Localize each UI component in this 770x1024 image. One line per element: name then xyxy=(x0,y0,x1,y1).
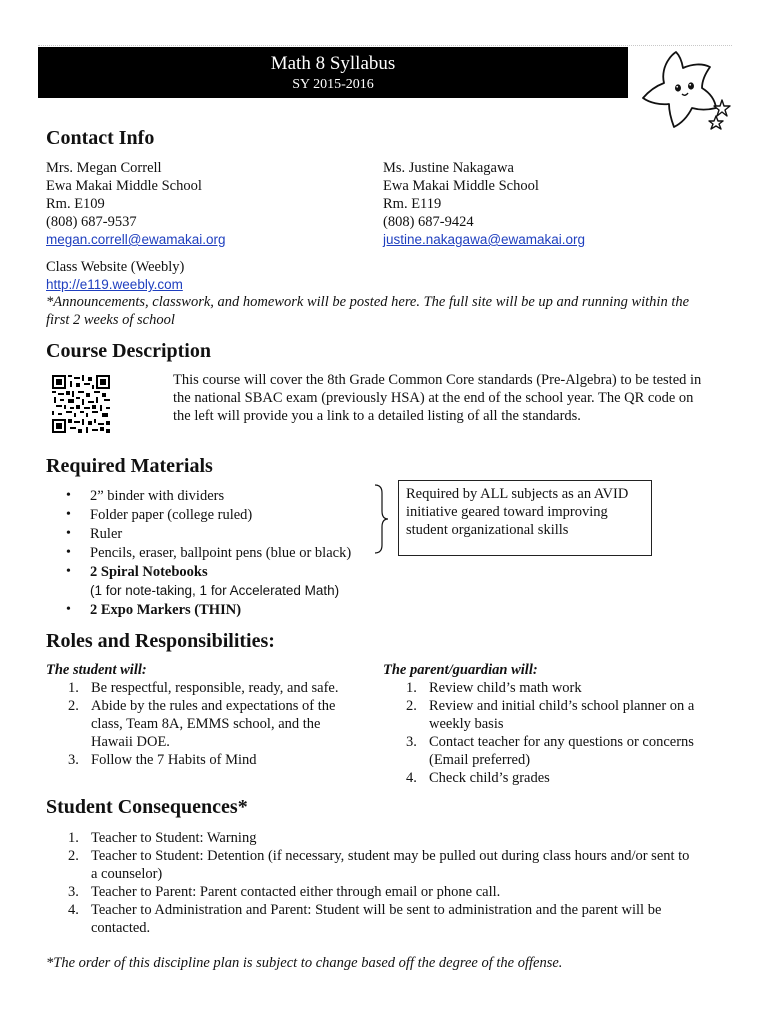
consequences-heading: Student Consequences* xyxy=(46,796,248,818)
required-materials-heading: Required Materials xyxy=(46,455,213,477)
list-number: 2. xyxy=(68,698,79,714)
list-number: 1. xyxy=(406,680,417,696)
material-item: 2” binder with dividers xyxy=(90,488,225,504)
avid-note-line-2: initiative geared toward improving xyxy=(406,504,608,520)
material-item: Ruler xyxy=(90,526,123,542)
consequence-item: Teacher to Administration and Parent: Student will be sent to administration and the parent will be xyxy=(91,902,662,918)
list-number: 2. xyxy=(68,848,79,864)
list-number: 3. xyxy=(68,752,79,768)
bullet-dot: • xyxy=(66,526,71,541)
bullet-dot: • xyxy=(66,564,71,579)
bullet-dot: • xyxy=(66,545,71,560)
school-year: SY 2015-2016 xyxy=(292,77,374,92)
student-will-heading: The student will: xyxy=(46,662,147,678)
teacher-1-name: Mrs. Megan Correll xyxy=(46,160,162,176)
teacher-2-school: Ewa Makai Middle School xyxy=(383,178,539,194)
material-item: Folder paper (college ruled) xyxy=(90,507,253,523)
bullet-dot: • xyxy=(66,507,71,522)
student-item: Be respectful, responsible, ready, and safe. xyxy=(91,680,339,696)
list-number: 4. xyxy=(406,770,417,786)
teacher-1-email-link[interactable]: megan.correll@ewamakai.org xyxy=(46,232,226,247)
consequences-footnote: *The order of this discipline plan is subject to change based off the degree of the offense. xyxy=(46,955,563,971)
course-description-heading: Course Description xyxy=(46,340,211,362)
teacher-1-phone: (808) 687-9537 xyxy=(46,214,137,230)
student-item-cont: class, Team 8A, EMMS school, and the xyxy=(91,716,321,732)
parent-item: Review child’s math work xyxy=(429,680,582,696)
list-number: 4. xyxy=(68,902,79,918)
student-item: Follow the 7 Habits of Mind xyxy=(91,752,257,768)
list-number: 1. xyxy=(68,830,79,846)
list-number: 2. xyxy=(406,698,417,714)
page-title: Math 8 Syllabus xyxy=(270,53,396,74)
course-desc-line-2: the national SBAC exam (previously HSA) at the end of the school year. The QR code on xyxy=(173,390,694,406)
material-item: 2 Spiral Notebooks xyxy=(90,564,208,580)
teacher-1-room: Rm. E109 xyxy=(46,196,105,212)
website-note-line-1: *Announcements, classwork, and homework will be posted here. The full site will be up and running within the xyxy=(46,294,690,310)
course-desc-line-1: This course will cover the 8th Grade Common Core standards (Pre-Algebra) to be tested in xyxy=(173,372,702,388)
material-item: 2 Expo Markers (THIN) xyxy=(90,602,242,618)
avid-note-box xyxy=(398,480,652,556)
consequence-item-cont: a counselor) xyxy=(91,866,163,882)
avid-note-line-3: student organizational skills xyxy=(406,522,569,538)
class-website-label: Class Website (Weebly) xyxy=(46,259,185,275)
right-brace-icon xyxy=(372,483,390,555)
list-number: 3. xyxy=(68,884,79,900)
parent-item: Contact teacher for any questions or concerns xyxy=(429,734,694,750)
star-mascot-icon xyxy=(636,46,732,138)
parent-item-cont: weekly basis xyxy=(429,716,504,732)
roles-heading: Roles and Responsibilities: xyxy=(46,630,275,652)
consequence-item: Teacher to Parent: Parent contacted either through email or phone call. xyxy=(91,884,501,900)
avid-note-line-1: Required by ALL subjects as an AVID xyxy=(406,486,629,502)
parent-item-cont: (Email preferred) xyxy=(429,752,531,768)
bullet-dot: • xyxy=(66,488,71,503)
teacher-2-name: Ms. Justine Nakagawa xyxy=(383,160,514,176)
contact-info-heading: Contact Info xyxy=(46,127,155,149)
teacher-2-phone: (808) 687-9424 xyxy=(383,214,474,230)
consequence-item: Teacher to Student: Warning xyxy=(91,830,257,846)
teacher-2-room: Rm. E119 xyxy=(383,196,442,212)
class-website-link[interactable]: http://e119.weebly.com xyxy=(46,277,183,292)
student-item: Abide by the rules and expectations of the xyxy=(91,698,336,714)
material-item: Pencils, eraser, ballpoint pens (blue or black) xyxy=(90,545,352,561)
list-number: 1. xyxy=(68,680,79,696)
teacher-2-email-link[interactable]: justine.nakagawa@ewamakai.org xyxy=(383,232,586,247)
parent-will-heading: The parent/guardian will: xyxy=(383,662,538,678)
course-desc-line-3: the left will provide you a link to a detailed listing of all the standards. xyxy=(173,408,581,424)
teacher-1-school: Ewa Makai Middle School xyxy=(46,178,202,194)
top-divider xyxy=(38,45,732,46)
parent-item: Check child’s grades xyxy=(429,770,550,786)
website-note-line-2: first 2 weeks of school xyxy=(46,312,175,328)
consequence-item-cont: contacted. xyxy=(91,920,151,936)
qr-code-icon[interactable] xyxy=(52,375,110,433)
list-number: 3. xyxy=(406,734,417,750)
title-banner xyxy=(38,47,628,98)
notebook-detail: (1 for note-taking, 1 for Accelerated Math) xyxy=(90,583,340,598)
student-item-cont: Hawaii DOE. xyxy=(91,734,170,750)
bullet-dot: • xyxy=(66,602,71,617)
consequence-item: Teacher to Student: Detention (if necessary, student may be pulled out during class hours and/or sent to xyxy=(91,848,690,864)
parent-item: Review and initial child’s school planner on a xyxy=(429,698,695,714)
